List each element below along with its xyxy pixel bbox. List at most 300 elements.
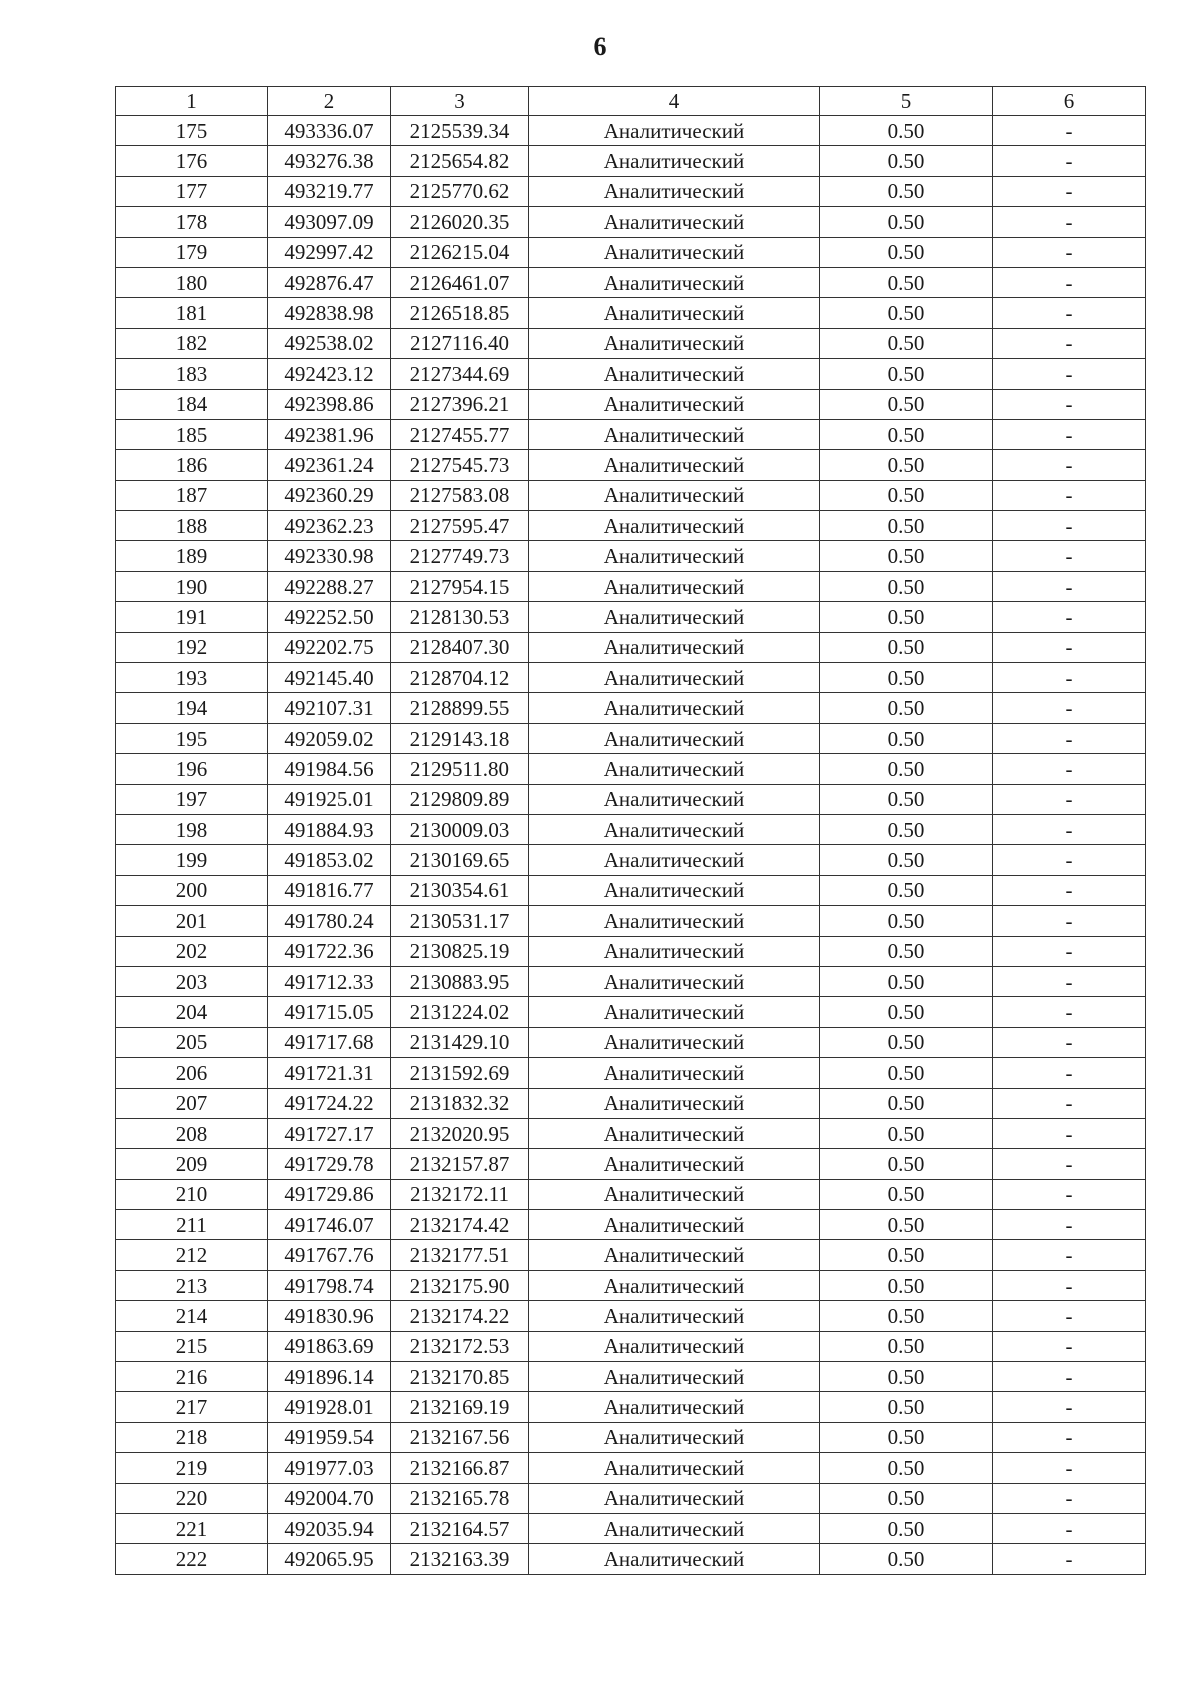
x-coordinate-cell: 492107.31 xyxy=(268,693,391,723)
y-coordinate-cell: 2125539.34 xyxy=(391,116,529,146)
y-coordinate-cell: 2130883.95 xyxy=(391,966,529,996)
note-cell: - xyxy=(993,298,1146,328)
x-coordinate-cell: 491729.86 xyxy=(268,1179,391,1209)
table-row xyxy=(116,1179,1146,1209)
accuracy-cell: 0.50 xyxy=(820,1058,993,1088)
y-coordinate-cell: 2131429.10 xyxy=(391,1027,529,1057)
table-row xyxy=(116,267,1146,297)
y-coordinate-cell: 2127396.21 xyxy=(391,389,529,419)
y-coordinate-cell: 2132174.22 xyxy=(391,1301,529,1331)
table-row xyxy=(116,1392,1146,1422)
point-number-cell: 190 xyxy=(116,571,268,601)
accuracy-cell: 0.50 xyxy=(820,1118,993,1148)
method-cell: Аналитический xyxy=(529,1270,820,1300)
point-number-cell: 213 xyxy=(116,1270,268,1300)
point-number-cell: 206 xyxy=(116,1058,268,1088)
method-cell: Аналитический xyxy=(529,1027,820,1057)
note-cell: - xyxy=(993,1513,1146,1543)
point-number-cell: 203 xyxy=(116,966,268,996)
point-number-cell: 191 xyxy=(116,602,268,632)
accuracy-cell: 0.50 xyxy=(820,1453,993,1483)
x-coordinate-cell: 492288.27 xyxy=(268,571,391,601)
accuracy-cell: 0.50 xyxy=(820,1027,993,1057)
accuracy-cell: 0.50 xyxy=(820,267,993,297)
point-number-cell: 186 xyxy=(116,450,268,480)
y-coordinate-cell: 2127455.77 xyxy=(391,419,529,449)
x-coordinate-cell: 493219.77 xyxy=(268,176,391,206)
x-coordinate-cell: 491715.05 xyxy=(268,997,391,1027)
x-coordinate-cell: 492876.47 xyxy=(268,267,391,297)
x-coordinate-cell: 491959.54 xyxy=(268,1422,391,1452)
point-number-cell: 195 xyxy=(116,723,268,753)
table-row xyxy=(116,906,1146,936)
note-cell: - xyxy=(993,1240,1146,1270)
note-cell: - xyxy=(993,328,1146,358)
table-row xyxy=(116,936,1146,966)
method-cell: Аналитический xyxy=(529,693,820,723)
point-number-cell: 217 xyxy=(116,1392,268,1422)
table-row xyxy=(116,723,1146,753)
table-row xyxy=(116,784,1146,814)
y-coordinate-cell: 2131592.69 xyxy=(391,1058,529,1088)
column-header: 1 xyxy=(116,87,268,116)
note-cell: - xyxy=(993,389,1146,419)
table-row xyxy=(116,1210,1146,1240)
table-row xyxy=(116,754,1146,784)
accuracy-cell: 0.50 xyxy=(820,906,993,936)
page-number: 6 xyxy=(593,32,607,61)
note-cell: - xyxy=(993,359,1146,389)
method-cell: Аналитический xyxy=(529,1179,820,1209)
table-row xyxy=(116,1270,1146,1300)
x-coordinate-cell: 491928.01 xyxy=(268,1392,391,1422)
point-number-cell: 208 xyxy=(116,1118,268,1148)
table-row xyxy=(116,389,1146,419)
column-header: 6 xyxy=(993,87,1146,116)
note-cell: - xyxy=(993,541,1146,571)
table-row xyxy=(116,359,1146,389)
note-cell: - xyxy=(993,906,1146,936)
x-coordinate-cell: 492362.23 xyxy=(268,511,391,541)
accuracy-cell: 0.50 xyxy=(820,450,993,480)
y-coordinate-cell: 2132170.85 xyxy=(391,1362,529,1392)
y-coordinate-cell: 2130825.19 xyxy=(391,936,529,966)
accuracy-cell: 0.50 xyxy=(820,1331,993,1361)
y-coordinate-cell: 2130009.03 xyxy=(391,814,529,844)
point-number-cell: 219 xyxy=(116,1453,268,1483)
method-cell: Аналитический xyxy=(529,632,820,662)
x-coordinate-cell: 492202.75 xyxy=(268,632,391,662)
table-row xyxy=(116,845,1146,875)
x-coordinate-cell: 491984.56 xyxy=(268,754,391,784)
note-cell: - xyxy=(993,571,1146,601)
note-cell: - xyxy=(993,1301,1146,1331)
accuracy-cell: 0.50 xyxy=(820,207,993,237)
note-cell: - xyxy=(993,419,1146,449)
note-cell: - xyxy=(993,116,1146,146)
y-coordinate-cell: 2127749.73 xyxy=(391,541,529,571)
method-cell: Аналитический xyxy=(529,571,820,601)
x-coordinate-cell: 493276.38 xyxy=(268,146,391,176)
y-coordinate-cell: 2128704.12 xyxy=(391,663,529,693)
x-coordinate-cell: 492252.50 xyxy=(268,602,391,632)
table-row xyxy=(116,602,1146,632)
accuracy-cell: 0.50 xyxy=(820,693,993,723)
accuracy-cell: 0.50 xyxy=(820,480,993,510)
note-cell: - xyxy=(993,997,1146,1027)
note-cell: - xyxy=(993,602,1146,632)
method-cell: Аналитический xyxy=(529,389,820,419)
table-row xyxy=(116,1058,1146,1088)
table-row xyxy=(116,1483,1146,1513)
accuracy-cell: 0.50 xyxy=(820,571,993,601)
point-number-cell: 199 xyxy=(116,845,268,875)
y-coordinate-cell: 2132169.19 xyxy=(391,1392,529,1422)
y-coordinate-cell: 2129143.18 xyxy=(391,723,529,753)
note-cell: - xyxy=(993,1483,1146,1513)
accuracy-cell: 0.50 xyxy=(820,602,993,632)
table-row xyxy=(116,1027,1146,1057)
note-cell: - xyxy=(993,814,1146,844)
table-row xyxy=(116,571,1146,601)
table-row xyxy=(116,1301,1146,1331)
point-number-cell: 194 xyxy=(116,693,268,723)
method-cell: Аналитический xyxy=(529,267,820,297)
accuracy-cell: 0.50 xyxy=(820,723,993,753)
method-cell: Аналитический xyxy=(529,845,820,875)
point-number-cell: 201 xyxy=(116,906,268,936)
table-row xyxy=(116,419,1146,449)
y-coordinate-cell: 2125654.82 xyxy=(391,146,529,176)
x-coordinate-cell: 493097.09 xyxy=(268,207,391,237)
accuracy-cell: 0.50 xyxy=(820,966,993,996)
note-cell: - xyxy=(993,480,1146,510)
note-cell: - xyxy=(993,723,1146,753)
point-number-cell: 210 xyxy=(116,1179,268,1209)
accuracy-cell: 0.50 xyxy=(820,1392,993,1422)
accuracy-cell: 0.50 xyxy=(820,997,993,1027)
point-number-cell: 215 xyxy=(116,1331,268,1361)
note-cell: - xyxy=(993,1331,1146,1361)
method-cell: Аналитический xyxy=(529,1453,820,1483)
y-coordinate-cell: 2132174.42 xyxy=(391,1210,529,1240)
table-row xyxy=(116,966,1146,996)
table-row xyxy=(116,1513,1146,1543)
note-cell: - xyxy=(993,875,1146,905)
note-cell: - xyxy=(993,1179,1146,1209)
y-coordinate-cell: 2131224.02 xyxy=(391,997,529,1027)
x-coordinate-cell: 492145.40 xyxy=(268,663,391,693)
table-row xyxy=(116,511,1146,541)
accuracy-cell: 0.50 xyxy=(820,359,993,389)
y-coordinate-cell: 2130354.61 xyxy=(391,875,529,905)
method-cell: Аналитический xyxy=(529,541,820,571)
x-coordinate-cell: 491724.22 xyxy=(268,1088,391,1118)
x-coordinate-cell: 492065.95 xyxy=(268,1544,391,1574)
note-cell: - xyxy=(993,1027,1146,1057)
table-row xyxy=(116,1453,1146,1483)
accuracy-cell: 0.50 xyxy=(820,1240,993,1270)
y-coordinate-cell: 2127344.69 xyxy=(391,359,529,389)
table-row xyxy=(116,1149,1146,1179)
y-coordinate-cell: 2130169.65 xyxy=(391,845,529,875)
method-cell: Аналитический xyxy=(529,814,820,844)
y-coordinate-cell: 2127595.47 xyxy=(391,511,529,541)
point-number-cell: 179 xyxy=(116,237,268,267)
method-cell: Аналитический xyxy=(529,1544,820,1574)
x-coordinate-cell: 491767.76 xyxy=(268,1240,391,1270)
note-cell: - xyxy=(993,1362,1146,1392)
point-number-cell: 187 xyxy=(116,480,268,510)
y-coordinate-cell: 2132167.56 xyxy=(391,1422,529,1452)
method-cell: Аналитический xyxy=(529,328,820,358)
y-coordinate-cell: 2127583.08 xyxy=(391,480,529,510)
note-cell: - xyxy=(993,1118,1146,1148)
y-coordinate-cell: 2132175.90 xyxy=(391,1270,529,1300)
point-number-cell: 178 xyxy=(116,207,268,237)
method-cell: Аналитический xyxy=(529,511,820,541)
method-cell: Аналитический xyxy=(529,1362,820,1392)
accuracy-cell: 0.50 xyxy=(820,845,993,875)
method-cell: Аналитический xyxy=(529,1149,820,1179)
accuracy-cell: 0.50 xyxy=(820,814,993,844)
method-cell: Аналитический xyxy=(529,875,820,905)
accuracy-cell: 0.50 xyxy=(820,1483,993,1513)
y-coordinate-cell: 2132166.87 xyxy=(391,1453,529,1483)
accuracy-cell: 0.50 xyxy=(820,541,993,571)
table-row xyxy=(116,1088,1146,1118)
x-coordinate-cell: 491830.96 xyxy=(268,1301,391,1331)
y-coordinate-cell: 2132020.95 xyxy=(391,1118,529,1148)
table-row xyxy=(116,1240,1146,1270)
method-cell: Аналитический xyxy=(529,1422,820,1452)
accuracy-cell: 0.50 xyxy=(820,389,993,419)
method-cell: Аналитический xyxy=(529,1301,820,1331)
accuracy-cell: 0.50 xyxy=(820,176,993,206)
column-header: 4 xyxy=(529,87,820,116)
point-number-cell: 209 xyxy=(116,1149,268,1179)
method-cell: Аналитический xyxy=(529,1058,820,1088)
y-coordinate-cell: 2128407.30 xyxy=(391,632,529,662)
column-header: 2 xyxy=(268,87,391,116)
method-cell: Аналитический xyxy=(529,906,820,936)
y-coordinate-cell: 2126518.85 xyxy=(391,298,529,328)
y-coordinate-cell: 2126215.04 xyxy=(391,237,529,267)
note-cell: - xyxy=(993,1453,1146,1483)
method-cell: Аналитический xyxy=(529,116,820,146)
table-row xyxy=(116,663,1146,693)
y-coordinate-cell: 2125770.62 xyxy=(391,176,529,206)
x-coordinate-cell: 491977.03 xyxy=(268,1453,391,1483)
table-row xyxy=(116,237,1146,267)
y-coordinate-cell: 2129809.89 xyxy=(391,784,529,814)
x-coordinate-cell: 491884.93 xyxy=(268,814,391,844)
y-coordinate-cell: 2126461.07 xyxy=(391,267,529,297)
point-number-cell: 202 xyxy=(116,936,268,966)
accuracy-cell: 0.50 xyxy=(820,875,993,905)
method-cell: Аналитический xyxy=(529,1392,820,1422)
method-cell: Аналитический xyxy=(529,1210,820,1240)
method-cell: Аналитический xyxy=(529,663,820,693)
point-number-cell: 198 xyxy=(116,814,268,844)
x-coordinate-cell: 491853.02 xyxy=(268,845,391,875)
accuracy-cell: 0.50 xyxy=(820,663,993,693)
y-coordinate-cell: 2127545.73 xyxy=(391,450,529,480)
method-cell: Аналитический xyxy=(529,1088,820,1118)
accuracy-cell: 0.50 xyxy=(820,784,993,814)
table-row xyxy=(116,875,1146,905)
x-coordinate-cell: 491863.69 xyxy=(268,1331,391,1361)
note-cell: - xyxy=(993,237,1146,267)
note-cell: - xyxy=(993,1422,1146,1452)
method-cell: Аналитический xyxy=(529,146,820,176)
note-cell: - xyxy=(993,267,1146,297)
table-row xyxy=(116,814,1146,844)
note-cell: - xyxy=(993,754,1146,784)
accuracy-cell: 0.50 xyxy=(820,419,993,449)
table-row xyxy=(116,632,1146,662)
coordinates-table xyxy=(115,86,1146,1575)
x-coordinate-cell: 492330.98 xyxy=(268,541,391,571)
accuracy-cell: 0.50 xyxy=(820,1210,993,1240)
accuracy-cell: 0.50 xyxy=(820,1270,993,1300)
method-cell: Аналитический xyxy=(529,480,820,510)
method-cell: Аналитический xyxy=(529,1483,820,1513)
point-number-cell: 180 xyxy=(116,267,268,297)
point-number-cell: 183 xyxy=(116,359,268,389)
x-coordinate-cell: 491712.33 xyxy=(268,966,391,996)
table-row xyxy=(116,1544,1146,1574)
point-number-cell: 184 xyxy=(116,389,268,419)
note-cell: - xyxy=(993,1058,1146,1088)
y-coordinate-cell: 2132164.57 xyxy=(391,1513,529,1543)
method-cell: Аналитический xyxy=(529,359,820,389)
accuracy-cell: 0.50 xyxy=(820,1362,993,1392)
x-coordinate-cell: 491896.14 xyxy=(268,1362,391,1392)
y-coordinate-cell: 2127954.15 xyxy=(391,571,529,601)
method-cell: Аналитический xyxy=(529,1331,820,1361)
accuracy-cell: 0.50 xyxy=(820,116,993,146)
y-coordinate-cell: 2130531.17 xyxy=(391,906,529,936)
y-coordinate-cell: 2132172.11 xyxy=(391,1179,529,1209)
y-coordinate-cell: 2128899.55 xyxy=(391,693,529,723)
x-coordinate-cell: 492838.98 xyxy=(268,298,391,328)
column-header: 3 xyxy=(391,87,529,116)
point-number-cell: 212 xyxy=(116,1240,268,1270)
method-cell: Аналитический xyxy=(529,754,820,784)
table-row xyxy=(116,1422,1146,1452)
point-number-cell: 193 xyxy=(116,663,268,693)
x-coordinate-cell: 492035.94 xyxy=(268,1513,391,1543)
x-coordinate-cell: 491722.36 xyxy=(268,936,391,966)
x-coordinate-cell: 492360.29 xyxy=(268,480,391,510)
method-cell: Аналитический xyxy=(529,207,820,237)
table-header-row xyxy=(116,87,1146,116)
y-coordinate-cell: 2127116.40 xyxy=(391,328,529,358)
table-row xyxy=(116,450,1146,480)
x-coordinate-cell: 492398.86 xyxy=(268,389,391,419)
y-coordinate-cell: 2132165.78 xyxy=(391,1483,529,1513)
y-coordinate-cell: 2126020.35 xyxy=(391,207,529,237)
note-cell: - xyxy=(993,693,1146,723)
accuracy-cell: 0.50 xyxy=(820,146,993,176)
table-row xyxy=(116,693,1146,723)
accuracy-cell: 0.50 xyxy=(820,1301,993,1331)
x-coordinate-cell: 492997.42 xyxy=(268,237,391,267)
x-coordinate-cell: 492004.70 xyxy=(268,1483,391,1513)
point-number-cell: 182 xyxy=(116,328,268,358)
point-number-cell: 205 xyxy=(116,1027,268,1057)
point-number-cell: 214 xyxy=(116,1301,268,1331)
point-number-cell: 189 xyxy=(116,541,268,571)
method-cell: Аналитический xyxy=(529,602,820,632)
x-coordinate-cell: 492538.02 xyxy=(268,328,391,358)
note-cell: - xyxy=(993,663,1146,693)
accuracy-cell: 0.50 xyxy=(820,1422,993,1452)
point-number-cell: 216 xyxy=(116,1362,268,1392)
point-number-cell: 196 xyxy=(116,754,268,784)
accuracy-cell: 0.50 xyxy=(820,1088,993,1118)
x-coordinate-cell: 491925.01 xyxy=(268,784,391,814)
accuracy-cell: 0.50 xyxy=(820,298,993,328)
note-cell: - xyxy=(993,1392,1146,1422)
accuracy-cell: 0.50 xyxy=(820,936,993,966)
point-number-cell: 220 xyxy=(116,1483,268,1513)
table-row xyxy=(116,1118,1146,1148)
note-cell: - xyxy=(993,1088,1146,1118)
note-cell: - xyxy=(993,1149,1146,1179)
method-cell: Аналитический xyxy=(529,997,820,1027)
note-cell: - xyxy=(993,146,1146,176)
x-coordinate-cell: 491727.17 xyxy=(268,1118,391,1148)
point-number-cell: 177 xyxy=(116,176,268,206)
table-row xyxy=(116,207,1146,237)
note-cell: - xyxy=(993,1270,1146,1300)
accuracy-cell: 0.50 xyxy=(820,1179,993,1209)
x-coordinate-cell: 492059.02 xyxy=(268,723,391,753)
note-cell: - xyxy=(993,511,1146,541)
point-number-cell: 192 xyxy=(116,632,268,662)
x-coordinate-cell: 492381.96 xyxy=(268,419,391,449)
point-number-cell: 175 xyxy=(116,116,268,146)
note-cell: - xyxy=(993,966,1146,996)
x-coordinate-cell: 492423.12 xyxy=(268,359,391,389)
note-cell: - xyxy=(993,1544,1146,1574)
table-row xyxy=(116,298,1146,328)
note-cell: - xyxy=(993,450,1146,480)
x-coordinate-cell: 491746.07 xyxy=(268,1210,391,1240)
table-row xyxy=(116,176,1146,206)
y-coordinate-cell: 2128130.53 xyxy=(391,602,529,632)
note-cell: - xyxy=(993,784,1146,814)
point-number-cell: 211 xyxy=(116,1210,268,1240)
method-cell: Аналитический xyxy=(529,936,820,966)
method-cell: Аналитический xyxy=(529,784,820,814)
point-number-cell: 204 xyxy=(116,997,268,1027)
method-cell: Аналитический xyxy=(529,298,820,328)
accuracy-cell: 0.50 xyxy=(820,328,993,358)
y-coordinate-cell: 2132177.51 xyxy=(391,1240,529,1270)
note-cell: - xyxy=(993,936,1146,966)
point-number-cell: 218 xyxy=(116,1422,268,1452)
x-coordinate-cell: 491717.68 xyxy=(268,1027,391,1057)
accuracy-cell: 0.50 xyxy=(820,511,993,541)
y-coordinate-cell: 2129511.80 xyxy=(391,754,529,784)
table-row xyxy=(116,146,1146,176)
accuracy-cell: 0.50 xyxy=(820,632,993,662)
accuracy-cell: 0.50 xyxy=(820,754,993,784)
point-number-cell: 200 xyxy=(116,875,268,905)
